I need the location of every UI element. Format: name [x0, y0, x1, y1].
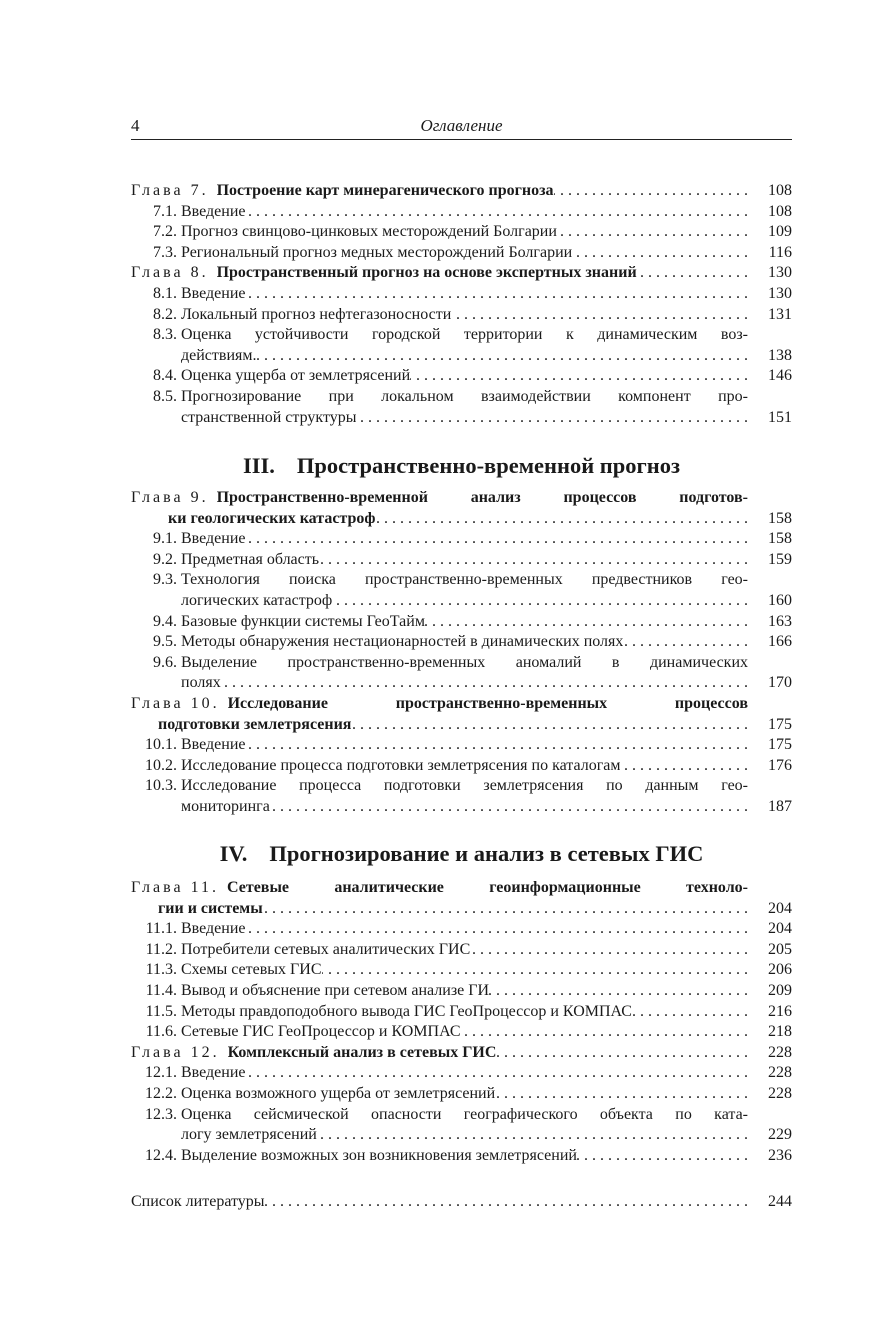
entry-label: 7.2. — [153, 223, 177, 241]
toc-entry[interactable] — [131, 653, 792, 694]
toc-entry[interactable] — [131, 284, 792, 305]
toc-entry[interactable] — [131, 756, 792, 777]
entry-label: 11.6. — [145, 1023, 177, 1041]
entry-label: Глава 12. — [131, 1043, 220, 1061]
dot-leader — [265, 1192, 748, 1213]
entry-label: 10.2. — [145, 756, 177, 774]
entry-label: 11.1. — [145, 920, 177, 938]
toc-entry[interactable] — [131, 202, 792, 223]
entry-title: мониторинга — [181, 797, 270, 815]
entry-page: 159 — [768, 550, 792, 568]
toc-line — [131, 1105, 792, 1126]
entry-label: Глава 10. — [131, 694, 220, 712]
part-number: IV. — [219, 841, 248, 866]
toc-line — [131, 797, 792, 818]
entry-page: 166 — [768, 633, 792, 651]
entry-page: 228 — [768, 1043, 792, 1061]
toc-entry[interactable] — [131, 776, 792, 817]
toc-entry[interactable] — [131, 1043, 792, 1064]
dot-leader — [351, 715, 748, 736]
dot-leader — [246, 735, 749, 756]
dot-leader — [246, 529, 749, 550]
toc-block — [131, 1192, 792, 1213]
indent — [131, 346, 181, 367]
entry-label: 8.5. — [153, 387, 177, 405]
entry-page: 175 — [768, 736, 792, 754]
toc-block — [131, 878, 792, 1166]
dot-leader — [322, 960, 748, 981]
dot-leader — [620, 756, 748, 777]
entry-label: 9.2. — [153, 550, 177, 568]
entry-title: Оценка ущерба от землетрясений — [181, 367, 411, 385]
page-number: 4 — [131, 116, 140, 135]
entry-title: подготовки землетрясения — [158, 715, 352, 733]
toc-line — [131, 960, 792, 981]
entry-page: 187 — [768, 797, 792, 815]
entry-page: 108 — [768, 202, 792, 220]
entry-title: Построение карт минерагенического прогноза — [216, 182, 554, 199]
entry-title: Введение — [181, 920, 246, 938]
entry-title: ки геологических катастроф — [168, 509, 376, 527]
toc-line — [131, 570, 792, 591]
entry-title: Оценка устойчивости городской территории к динамическим воз- — [181, 326, 748, 344]
entry-title: Пространственный прогноз на основе экспертных знаний — [216, 264, 637, 282]
entry-title: Сетевые аналитические геоинформационные техноло- — [226, 879, 748, 896]
entry-label: 7.1. — [153, 202, 177, 220]
entry-title: Введение — [181, 736, 246, 754]
dot-leader — [451, 305, 748, 326]
entry-title: Исследование процесса подготовки землетрясения по каталогам — [181, 756, 621, 774]
toc-entry[interactable] — [131, 243, 792, 264]
entry-page: 163 — [768, 612, 792, 630]
toc-line — [131, 899, 792, 920]
toc-line — [131, 653, 792, 674]
toc-line — [131, 263, 792, 284]
entry-title: Региональный прогноз медных месторождений Болгарии — [181, 243, 573, 261]
entry-title: Исследование процесса подготовки землетрясения по данным гео- — [181, 777, 748, 795]
entry-page: 175 — [768, 715, 792, 733]
entry-title: Введение — [181, 202, 246, 220]
toc-line — [131, 1192, 792, 1213]
toc-entry[interactable] — [131, 529, 792, 550]
dot-leader — [375, 509, 748, 530]
toc-entry[interactable] — [131, 305, 792, 326]
indent — [131, 899, 158, 920]
indent — [131, 591, 181, 612]
toc-line — [131, 715, 792, 736]
part-number: III. — [243, 453, 275, 478]
entry-title: Введение — [181, 284, 246, 302]
dot-leader — [332, 591, 748, 612]
dot-leader — [319, 550, 748, 571]
entry-label: 9.5. — [153, 633, 177, 651]
toc-line — [131, 1146, 792, 1167]
toc-block — [131, 181, 792, 428]
entry-page: 109 — [768, 223, 792, 241]
entry-title: Оценка возможного ущерба от землетрясений — [181, 1084, 496, 1102]
entry-label: 11.4. — [145, 981, 177, 999]
entry-page: 160 — [768, 591, 792, 609]
toc-entry[interactable] — [131, 940, 792, 961]
toc-line — [131, 735, 792, 756]
toc-entry[interactable] — [131, 632, 792, 653]
entry-label: 8.2. — [153, 305, 177, 323]
indent — [131, 1125, 181, 1146]
entry-page: 216 — [768, 1002, 792, 1020]
toc-entry[interactable] — [131, 366, 792, 387]
entry-page: 236 — [768, 1146, 792, 1164]
toc-line — [131, 1022, 792, 1043]
entry-label: 8.3. — [153, 326, 177, 344]
header-rule — [131, 139, 792, 140]
entry-label: 7.3. — [153, 243, 177, 261]
entry-label: 12.4. — [145, 1146, 177, 1164]
toc-line — [131, 756, 792, 777]
entry-page: 158 — [768, 530, 792, 548]
entry-title: Список литературы — [131, 1193, 265, 1210]
dot-leader — [356, 408, 748, 429]
dot-leader — [496, 1043, 748, 1064]
toc-line — [131, 509, 792, 530]
toc-line — [131, 919, 792, 940]
entry-title: Методы обнаружения нестационарностей в динамических полях — [181, 633, 624, 651]
toc-entry[interactable] — [131, 919, 792, 940]
toc-line — [131, 1063, 792, 1084]
toc-line — [131, 488, 792, 509]
entry-title: логических катастроф — [181, 591, 333, 609]
running-header — [131, 116, 792, 138]
entry-title: Выделение пространственно-временных аномалий в динамических — [181, 653, 748, 671]
entry-title: Введение — [181, 1064, 246, 1082]
entry-page: 204 — [768, 899, 792, 917]
entry-page: 108 — [768, 182, 792, 199]
toc-line — [131, 305, 792, 326]
toc-line — [131, 408, 792, 429]
entry-title: Комплексный анализ в сетевых ГИС — [227, 1043, 497, 1061]
toc-line — [131, 366, 792, 387]
dot-leader — [470, 940, 748, 961]
dot-leader — [425, 612, 748, 633]
indent — [131, 797, 181, 818]
toc-line — [131, 612, 792, 633]
entry-label: 11.2. — [145, 940, 177, 958]
dot-leader — [221, 673, 748, 694]
toc-line — [131, 222, 792, 243]
dot-leader — [246, 202, 749, 223]
entry-title: Потребители сетевых аналитических ГИС — [181, 940, 471, 958]
entry-title: полях — [181, 674, 221, 692]
toc-entry[interactable] — [131, 263, 792, 284]
toc-line — [131, 981, 792, 1002]
toc-entry[interactable] — [131, 1002, 792, 1023]
dot-leader — [557, 222, 748, 243]
toc-line — [131, 591, 792, 612]
dot-leader — [246, 284, 749, 305]
toc-entry[interactable] — [131, 1022, 792, 1043]
entry-label: Глава 8. — [131, 264, 209, 282]
entry-label: Глава 7. — [131, 182, 209, 199]
toc-line — [131, 529, 792, 550]
toc-entry[interactable] — [131, 488, 792, 529]
entry-label: 9.4. — [153, 612, 177, 630]
entry-title: странственной структуры — [181, 408, 357, 426]
entry-title: Исследование пространственно-временных процессов — [227, 694, 748, 712]
entry-page: 209 — [768, 981, 792, 999]
entry-page: 228 — [768, 1084, 792, 1102]
toc-entry[interactable] — [131, 735, 792, 756]
toc-entry[interactable] — [131, 1063, 792, 1084]
entry-title: Технология поиска пространственно-временных предвестников гео- — [181, 571, 748, 589]
toc-line — [131, 284, 792, 305]
toc-entry[interactable] — [131, 550, 792, 571]
entry-title: Оценка сейсмической опасности географического объекта по ката- — [181, 1105, 748, 1123]
toc-entry[interactable] — [131, 181, 792, 202]
entry-title: гии и системы — [158, 899, 263, 917]
entry-page: 151 — [768, 408, 792, 426]
toc-line — [131, 1002, 792, 1023]
dot-leader — [495, 1084, 748, 1105]
dot-leader — [572, 243, 748, 264]
toc-line — [131, 878, 792, 899]
entry-page: 228 — [768, 1064, 792, 1082]
entry-page: 116 — [768, 243, 792, 261]
entry-page: 229 — [768, 1126, 792, 1144]
entry-label: 10.3. — [145, 777, 177, 795]
toc-entry[interactable] — [131, 325, 792, 366]
entry-page: 130 — [768, 264, 792, 282]
entry-label: 10.1. — [145, 736, 177, 754]
entry-title: действиям. — [181, 346, 257, 364]
toc-line — [131, 325, 792, 346]
entry-page: 205 — [768, 940, 792, 958]
entry-page: 206 — [768, 961, 792, 979]
toc-entry[interactable] — [131, 1084, 792, 1105]
entry-title: Локальный прогноз нефтегазоносности — [181, 305, 452, 323]
part-title: Пространственно-временной прогноз — [296, 453, 680, 478]
entry-page: 170 — [768, 674, 792, 692]
toc-line — [131, 673, 792, 694]
toc-line — [131, 694, 792, 715]
entry-title: Предметная область — [181, 550, 320, 568]
toc-line — [131, 181, 792, 202]
toc-line — [131, 1125, 792, 1146]
entry-label: Глава 11. — [131, 879, 219, 896]
entry-title: Прогноз свинцово-цинковых месторождений Болгарии — [181, 223, 557, 241]
toc-entry[interactable] — [131, 387, 792, 428]
part-heading — [131, 453, 792, 479]
entry-label: 9.6. — [153, 653, 177, 671]
entry-title: Методы правдоподобного вывода ГИС ГеоПроцессор и КОМПАС. — [181, 1002, 636, 1020]
entry-title: Базовые функции системы ГеоТайм — [181, 612, 425, 630]
toc-line — [131, 550, 792, 571]
entry-title: логу землетрясений — [181, 1126, 317, 1144]
entry-label: 8.1. — [153, 284, 177, 302]
indent — [131, 509, 168, 530]
indent — [131, 673, 181, 694]
indent — [131, 715, 158, 736]
dot-leader — [317, 1125, 748, 1146]
entry-label: 9.3. — [153, 571, 177, 589]
entry-page: 138 — [768, 346, 792, 364]
dot-leader — [637, 263, 748, 284]
entry-label: 8.4. — [153, 367, 177, 385]
dot-leader — [270, 797, 748, 818]
toc-entry[interactable] — [131, 1192, 792, 1213]
toc-entry[interactable] — [131, 222, 792, 243]
entry-title: Прогнозирование при локальном взаимодействии компонент про- — [181, 387, 748, 405]
toc-line — [131, 632, 792, 653]
entry-label: 12.1. — [145, 1064, 177, 1082]
entry-page: 130 — [768, 284, 792, 302]
part-title: Прогнозирование и анализ в сетевых ГИС — [269, 841, 704, 866]
toc-line — [131, 243, 792, 264]
indent — [131, 408, 181, 429]
dot-leader — [489, 981, 748, 1002]
dot-leader — [246, 1063, 749, 1084]
toc-line — [131, 202, 792, 223]
entry-label: 12.2. — [145, 1084, 177, 1102]
dot-leader — [623, 632, 748, 653]
entry-page: 176 — [768, 756, 792, 774]
dot-leader — [263, 899, 748, 920]
toc-line — [131, 1043, 792, 1064]
toc-entry[interactable] — [131, 694, 792, 735]
dot-leader — [577, 1146, 748, 1167]
entry-title: Выделение возможных зон возникновения землетрясений — [181, 1146, 577, 1164]
entry-page: 146 — [768, 367, 792, 385]
dot-leader — [554, 181, 749, 202]
toc-entry[interactable] — [131, 570, 792, 611]
dot-leader — [246, 919, 749, 940]
toc-line — [131, 1084, 792, 1105]
entry-title: Пространственно-временной анализ процессов подготов- — [216, 489, 748, 506]
toc-entry[interactable] — [131, 612, 792, 633]
toc-entry[interactable] — [131, 960, 792, 981]
running-title: Оглавление — [420, 116, 503, 135]
entry-title: Введение — [181, 530, 246, 548]
dot-leader — [461, 1022, 749, 1043]
entry-label: 11.3. — [145, 961, 177, 979]
toc-line — [131, 776, 792, 797]
entry-label: 11.5. — [145, 1002, 177, 1020]
entry-label: 9.1. — [153, 530, 177, 548]
entry-page: 204 — [768, 920, 792, 938]
entry-title: Схемы сетевых ГИС — [181, 961, 322, 979]
toc-line — [131, 940, 792, 961]
toc-block — [131, 488, 792, 818]
toc-entry[interactable] — [131, 1146, 792, 1167]
toc-entry[interactable] — [131, 981, 792, 1002]
entry-page: 131 — [768, 305, 792, 323]
toc-entry[interactable] — [131, 878, 792, 919]
toc-entry[interactable] — [131, 1105, 792, 1146]
entry-label: 12.3. — [145, 1105, 177, 1123]
toc-line — [131, 387, 792, 408]
part-heading — [131, 841, 792, 867]
toc-line — [131, 346, 792, 367]
dot-leader — [410, 366, 748, 387]
entry-label: Глава 9. — [131, 489, 209, 506]
entry-title: Вывод и объяснение при сетевом анализе ГИ — [181, 981, 490, 999]
dot-leader — [257, 346, 749, 367]
entry-page: 218 — [768, 1023, 792, 1041]
entry-title: Сетевые ГИС ГеоПроцессор и КОМПАС — [181, 1023, 461, 1041]
entry-page: 158 — [768, 509, 792, 527]
entry-page: 244 — [768, 1193, 792, 1210]
dot-leader — [636, 1002, 748, 1023]
